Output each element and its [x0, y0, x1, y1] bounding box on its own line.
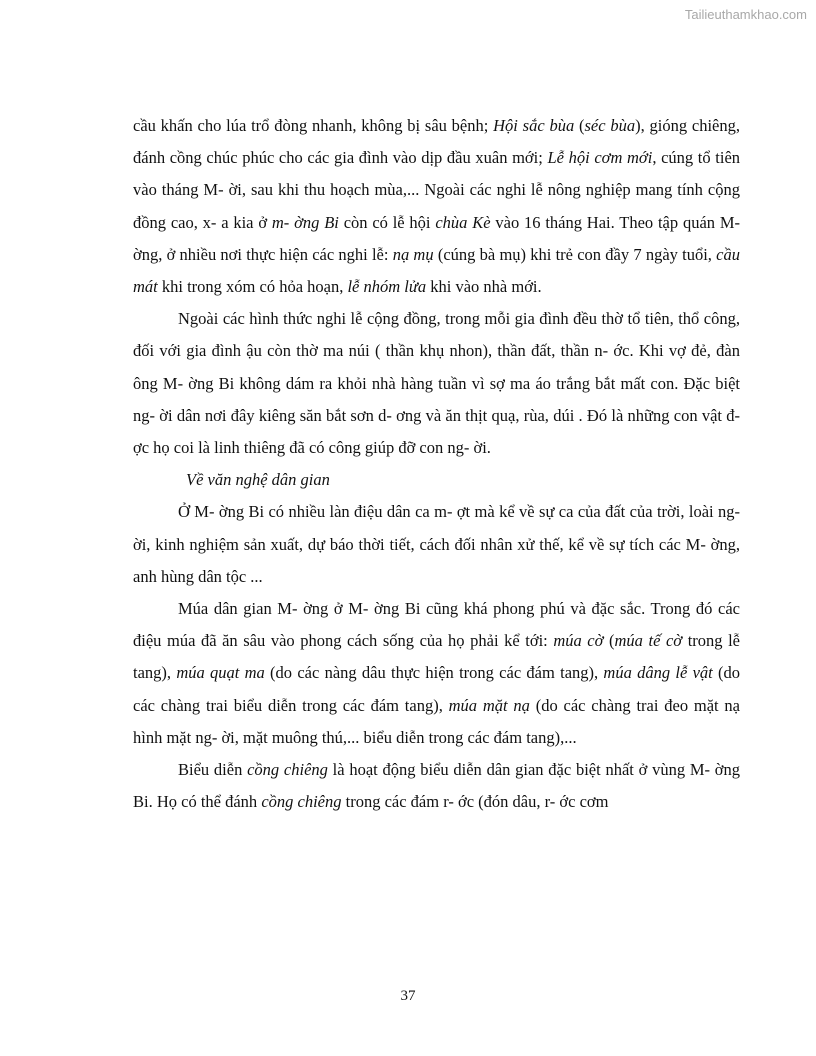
paragraph [133, 303, 740, 464]
italic-term: múa dâng lễ vật [603, 663, 713, 683]
paragraph [133, 754, 740, 818]
text-run: ), gióng chiêng, đánh cồng chúc phúc cho các gia đình vào dịp đầu xuân mới; [133, 116, 741, 168]
italic-term: múa quạt ma [176, 663, 265, 683]
italic-term: cồng chiêng [247, 760, 328, 780]
text-run: Ở M- ờng Bi có nhiều làn điệu dân ca m- ợt mà kể về sự ca của đất của trời, loài ng- ời, kinh nghiệm sản xuất, dự báo thời tiết, cách đối nhân xử thế, kể về sự tích các M- ờng, anh hùng dân tộc ... [133, 502, 740, 586]
text-run: trong lễ tang), [133, 631, 741, 683]
italic-term: séc bùa [584, 116, 636, 135]
text-run: trong các đám r- ớc (đón dâu, r- ớc cơm [341, 792, 609, 812]
text-run: vào 16 tháng Hai. Theo tập quán M- ờng, ở nhiều nơi thực hiện các nghi lễ: [133, 212, 740, 264]
text-run: Về văn nghệ dân gian [186, 470, 330, 490]
text-run: Biểu diễn [178, 760, 248, 780]
paragraph [133, 593, 740, 754]
italic-term: m- ờng Bi [271, 212, 339, 232]
text-run: Ngoài các hình thức nghi lễ cộng đồng, trong mỗi gia đình đều thờ tổ tiên, thổ công, đối với gia đình ậu còn thờ ma núi ( thần khụ nhon), thần đất, thần n- ớc. Khi vợ đẻ, đàn ông M- ờng Bi không dám ra khỏi nhà hàng tuần vì sợ ma áo trắng bắt mất con. Đặc biệt ng- ời dân nơi đây kiêng săn bắt sơn d- ơng và ăn thịt quạ, rùa, dúi . Đó là những con vật đ- ợc họ coi là linh thiêng đã có công giúp đỡ con ng- ời. [133, 309, 740, 458]
text-run: Múa dân gian M- ờng ở M- ờng Bi cũng khá phong phú và đặc sắc. Trong đó các điệu múa đã ăn sâu vào phong cách sống của họ phải kể tới: [133, 599, 740, 651]
text-run: còn có lễ hội [338, 212, 436, 232]
text-run: (cúng bà mụ) khi trẻ con đầy 7 ngày tuổi, [433, 244, 717, 264]
text-run: ( [603, 631, 615, 651]
text-run: , cúng tổ tiên vào tháng M- ời, sau khi thu hoạch mùa,... Ngoài các nghi lễ nông nghiệp mang tính cộng đồng cao, x- a kia ở [133, 148, 741, 232]
italic-term: lễ nhóm lửa [347, 277, 427, 297]
italic-term: Lễ hội cơm mới [547, 148, 653, 168]
italic-term: cồng chiêng [261, 792, 342, 812]
italic-term: múa mặt nạ [448, 695, 530, 715]
italic-term: Hội sắc bùa [493, 116, 575, 135]
text-run: ( [574, 116, 585, 135]
paragraph [133, 496, 740, 593]
text-run: là hoạt động biểu diễn dân gian đặc biệt nhất ở vùng M- ờng Bi. Họ có thể đánh [133, 760, 740, 812]
italic-term: múa tế cờ [614, 631, 683, 651]
text-run: (do các chàng trai biểu diễn trong các đám tang), [133, 663, 741, 715]
italic-term: cầu mát [133, 244, 740, 297]
italic-term: chùa Kè [435, 212, 491, 232]
italic-term: múa cờ [553, 631, 604, 651]
text-run: khi trong xóm có hỏa hoạn, [157, 277, 348, 297]
document-body [133, 110, 740, 818]
paragraph [133, 110, 740, 303]
watermark: Tailieuthamkhao.com [684, 7, 807, 22]
text-run: cầu khấn cho lúa trổ đòng nhanh, không bị sâu bệnh; [133, 116, 494, 135]
text-run: (do các chàng trai đeo mặt nạ hình mặt ng- ời, mặt muông thú,... biểu diễn trong các đám tang),... [133, 695, 741, 747]
text-run: (do các nàng dâu thực hiện trong các đám tang), [264, 663, 604, 683]
text-run: khi vào nhà mới. [426, 277, 542, 297]
page-number: 37 [400, 988, 416, 1004]
section-heading [133, 464, 740, 496]
italic-term: nạ mụ [392, 244, 434, 264]
